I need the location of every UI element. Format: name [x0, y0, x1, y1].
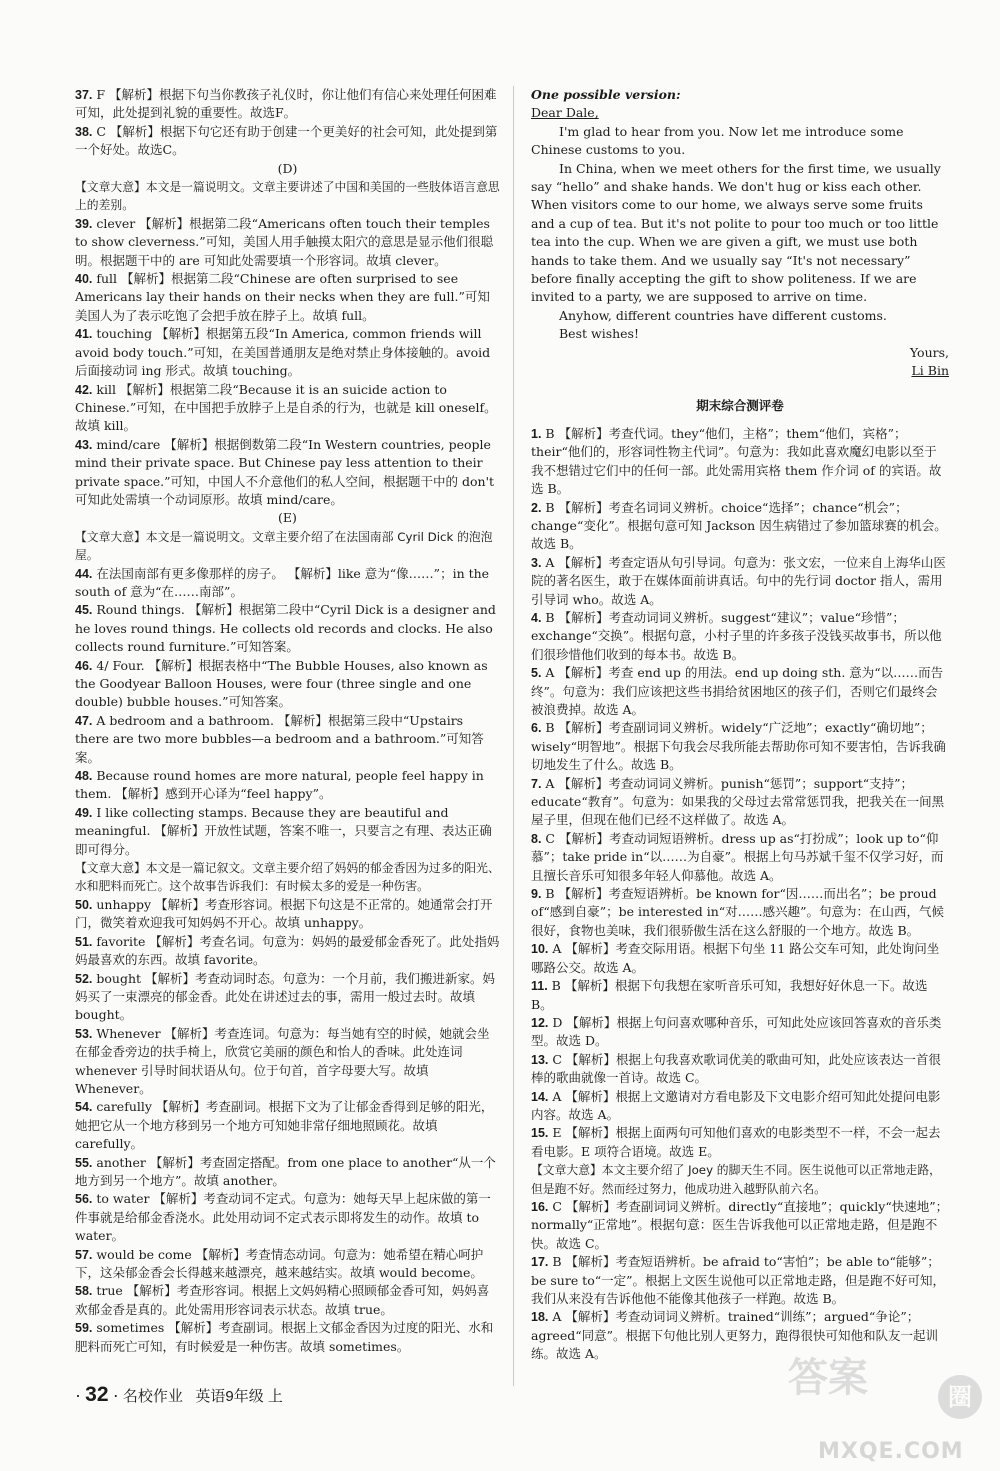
essay-label: One possible version: [531, 87, 681, 102]
watermark-logo-text: 答案 [788, 1355, 868, 1401]
answer-text: A 【解析】考查动词词义辨析。punish“惩罚”；support“支持”；educate“教育”。句意为：如果我的父母过去常常惩罚我，把我关在一间黑屋子里，但现在他们已经不这样做了。故选 A。 [531, 775, 945, 828]
answer-text: B 【解析】考查名词词义辨析。choice“选择”；chance“机会”；change“变化”。根据句意可知 Jackson 因生病错过了参加篮球赛的机会。故选 B。 [531, 499, 947, 552]
answer-item [75, 657, 500, 712]
page-footer [75, 1383, 283, 1406]
answer-list [75, 86, 500, 160]
answer-text: B 【解析】考查动词词义辨析。suggest“建议”；value“珍惜”；exchange“交换”。根据句意，小村子里的许多孩子没钱买故事书，所以他们很珍惜他们收到的每本书。故选 B。 [531, 609, 942, 662]
model-essay [531, 86, 949, 381]
answer-item [531, 830, 949, 885]
answer-text: mind/care 【解析】根据倒数第二段“In Western countries, people mind their private space. But Chinese pay less attention to their private space.”可知，中国人不介意他们的私人空间，根据题干中的 don't 可知此处需填一个动词原形。故填 mind/care。 [75, 436, 495, 507]
question-number: 38. [75, 124, 93, 139]
question-number: 13. [531, 1052, 549, 1067]
answer-text: C 【解析】根据上句我喜欢歌词优美的歌曲可知，此处应该表达一首很棒的歌曲就像一首诗。故选 C。 [531, 1051, 941, 1086]
answer-item [75, 123, 500, 160]
question-number: 45. [75, 603, 93, 618]
answer-item [75, 804, 500, 859]
watermark-seal-icon: 圈 [938, 1375, 982, 1419]
article-summary-e: 【文章大意】本文是一篇说明文。文章主要介绍了在法国南部 Cyril Dick 的泡泡屋。 [75, 529, 493, 563]
article-summary-d: 【文章大意】本文是一篇说明文。文章主要讲述了中国和美国的一些肢体语言意思上的差别。 [75, 180, 500, 213]
question-number: 54. [75, 1100, 93, 1115]
answer-text: I like collecting stamps. Because they are beautiful and meaningful. 【解析】开放性试题，答案不唯一，只要言之有理、表达正确即可得分。 [75, 804, 492, 857]
answer-list [531, 425, 949, 1161]
question-number: 6. [531, 721, 542, 736]
answer-item [531, 1124, 949, 1161]
answer-text: Round things. 【解析】根据第二段中“Cyril Dick is a designer and he loves round things. He collects old records and clocks. He also collects round furniture.”可知答案。 [75, 602, 496, 655]
question-number: 41. [75, 327, 93, 342]
column-divider [513, 86, 514, 1386]
answer-item [531, 425, 949, 499]
answer-text: B 【解析】根据下句我想在家听音乐可知，我想好好休息一下。故选 B。 [531, 978, 928, 1012]
book-title: 名校作业 [122, 1388, 183, 1405]
question-number: 59. [75, 1321, 93, 1336]
question-number: 48. [75, 769, 93, 784]
answer-text: Whenever 【解析】考查连词。句意为：每当她有空的时候，她就会坐在郁金香旁边的扶手椅上，欣赏它美丽的颜色和怡人的香味。此处连词 whenever 引导时间状语从句。位于句首，首字母要大写。故填 Whenever。 [75, 1025, 490, 1096]
answer-text: 在法国南部有更多像那样的房子。 【解析】like 意为“像……”；in the south of 意为“在……南部”。 [75, 565, 490, 599]
answer-item [75, 1282, 500, 1319]
question-number: 9. [531, 887, 542, 902]
answer-item [75, 933, 500, 970]
answer-item [531, 719, 949, 774]
answer-item [75, 1025, 500, 1099]
question-number: 55. [75, 1155, 93, 1170]
answer-text: A 【解析】考查动词词义辨析。trained“训练”；argued“争论”；agreed“同意”。根据下句他比别人更努力，跑得很快可知他和队友一起训练。故选 A。 [531, 1309, 939, 1362]
question-number: 46. [75, 658, 93, 673]
right-column [531, 86, 949, 1364]
question-number: 51. [75, 934, 93, 949]
essay-paragraph: In China, when we meet others for the first time, we usually say “hello” and shake hands. We don't hug or kiss each other. When visitors come to our home, we always serve some fruits and a cup of tea. But it's not polite to pour too much or too little tea into the cup. When we are given a gift, we must use both hands to take them. And we usually say “It's not necessary” before finally accepting the gift to show politeness. If we are invited to a party, we are supposed to arrive on time. [531, 160, 941, 305]
question-number: 37. [75, 88, 93, 102]
question-number: 57. [75, 1247, 93, 1262]
answer-text: favorite 【解析】考查名词。句意为：妈妈的最爱郁金香死了。此处指妈妈最喜欢的东西。故填 favorite。 [75, 933, 500, 968]
answer-item [75, 1098, 500, 1153]
question-number: 5. [531, 666, 542, 681]
answer-text: C 【解析】考查副词词义辨析。directly“直接地”；quickly“快速地”；normally“正常地”。根据句意：医生告诉我他可以正常地走路，但是跑不快。故选 C。 [531, 1198, 949, 1251]
question-number: 11. [531, 979, 548, 994]
answer-text: kill 【解析】根据第二段“Because it is an suicide action to Chinese.”可知，在中国把手放脖子上是自杀的行为，也就是 kill oneself。故填 kill。 [75, 381, 497, 434]
answer-item [531, 1198, 949, 1253]
essay-closing: Yours, [909, 344, 949, 360]
essay-greeting: Dear Dale, [531, 105, 599, 121]
book-subject: 英语9年级 [195, 1388, 264, 1405]
answer-item [75, 565, 500, 602]
answer-item [75, 86, 500, 123]
section-label-e: (E) [278, 510, 297, 526]
answer-text: E 【解析】根据上面两句可知他们喜欢的电影类型不一样，不会一起去看电影。E 项符合语境。故选 E。 [531, 1125, 941, 1159]
answer-text: A bedroom and a bathroom. 【解析】根据第三段中“Upstairs there are two more bubbles—a bedroom and a bathroom.”可知答案。 [75, 712, 484, 765]
bullet-icon: · [112, 1385, 119, 1405]
answer-list [75, 896, 500, 1356]
answer-item [531, 609, 949, 664]
answer-item [531, 664, 949, 719]
essay-signature: Li Bin [911, 363, 949, 379]
answer-text: Because round homes are more natural, people feel happy in them. 【解析】感到开心译为“feel happy”。 [75, 768, 484, 802]
answer-item [531, 977, 949, 1014]
answer-item [531, 1014, 949, 1051]
article-summary: 【文章大意】本文主要介绍了 Joey 的脚天生不同。医生说他可以正常地走路，但是跑不好。然而经过努力，他成功进入越野队前六名。 [531, 1163, 941, 1196]
answer-item [75, 270, 500, 325]
question-number: 52. [75, 971, 93, 986]
question-number: 49. [75, 805, 93, 820]
answer-item [531, 1253, 949, 1308]
essay-paragraph: I'm glad to hear from you. Now let me introduce some Chinese customs to you. [531, 123, 904, 158]
answer-text: B 【解析】考查短语辨析。be afraid to“害怕”；be able to“能够”；be sure to“一定”。根据上文医生说他可以正常地走路，但是跑不好可知，我们从来没有告诉他他不能像其他孩子一样跑。故选 B。 [531, 1254, 946, 1306]
answer-text: B 【解析】考查副词词义辨析。widely“广泛地”；exactly“确切地”；wisely“明智地”。根据下句我会尽我所能去帮助你可知不要害怕，告诉我确切地发生了什么。故选 B。 [531, 720, 946, 773]
answer-text: true 【解析】考查形容词。根据上文妈妈精心照顾郁金香可知，妈妈喜欢郁金香是真的。此处需用形容词表示状态。故填 true。 [75, 1283, 490, 1317]
essay-paragraph: Best wishes! [559, 326, 639, 342]
answer-item [75, 712, 500, 767]
answer-list [75, 215, 500, 510]
book-volume: 上 [267, 1388, 283, 1405]
answer-text: B 【解析】考查代词。they“他们，主格”；them“他们，宾格”；their“他们的，形容词性物主代词”。句意为：我如此喜欢魔幻电影以至于我不想错过它们中的任何一部。此处需用宾格 them 作介词 of 的宾语。故选 B。 [531, 425, 942, 497]
answer-item [531, 1088, 949, 1125]
question-number: 58. [75, 1284, 93, 1299]
question-number: 56. [75, 1192, 93, 1207]
answer-item [75, 381, 500, 436]
answer-text: F 【解析】根据下句当你教孩子礼仪时，你让他们有信心来处理任何困难可知，此处提到礼貌的重要性。故选F。 [75, 87, 497, 121]
question-number: 10. [531, 942, 549, 957]
question-number: 39. [75, 216, 93, 231]
question-number: 53. [75, 1026, 93, 1041]
question-number: 43. [75, 437, 93, 452]
question-number: 1. [531, 426, 542, 441]
answer-item [75, 1319, 500, 1356]
answer-text: touching 【解析】根据第五段“In America, common friends will avoid body touch.”可知，在美国普通朋友是绝对禁止身体接触的。avoid 后面接动词 ing 形式。故填 touching。 [75, 326, 491, 379]
question-number: 15. [531, 1126, 549, 1141]
answer-text: 4/ Four. 【解析】根据表格中“The Bubble Houses, also known as the Goodyear Balloon Houses, were four (three single and one double) bubble houses.”可知答案。 [75, 657, 488, 710]
answer-item [75, 767, 500, 804]
question-number: 2. [531, 500, 542, 515]
answer-item [75, 436, 500, 510]
answer-text: A 【解析】根据上文邀请对方看电影及下文电影介绍可知此处提问电影内容。故选 A。 [531, 1088, 941, 1122]
question-number: 4. [531, 610, 542, 625]
answer-item [75, 215, 500, 270]
answer-text: bought 【解析】考查动词时态。句意为：一个月前，我们搬进新家。妈妈买了一束漂亮的郁金香。此处在讲述过去的事，需用一般过去时。故填 bought。 [75, 970, 496, 1023]
question-number: 17. [531, 1255, 549, 1270]
watermark-url: MXQE.COM [818, 1438, 964, 1464]
page-number: 32 [85, 1383, 109, 1406]
answer-text: sometimes 【解析】考查副词。根据上文郁金香因为过度的阳光、水和肥料而死亡可知，有时候爱是一种伤害。故填 sometimes。 [75, 1320, 494, 1354]
question-number: 14. [531, 1089, 549, 1104]
question-number: 42. [75, 382, 93, 397]
answer-text: A 【解析】考查定语从句引导词。句意为：张文宏，一位来自上海华山医院的著名医生，敢于在媒体面前讲真话。句中的先行词 doctor 指人，需用引导词 who。故选 A。 [531, 554, 946, 607]
answer-item [75, 1190, 500, 1245]
question-number: 3. [531, 555, 542, 570]
left-column [75, 86, 500, 1356]
answer-item [75, 1154, 500, 1191]
answer-text: to water 【解析】考查动词不定式。句意为：她每天早上起床做的第一件事就是给郁金香浇水。此处用动词不定式表示即将发生的动作。故填 to water。 [75, 1191, 491, 1244]
answer-text: C 【解析】根据下句它还有助于创建一个更美好的社会可知，此处提到第一个好处。故选C。 [75, 123, 498, 158]
answer-item [75, 1246, 500, 1283]
answer-list [75, 565, 500, 860]
question-number: 12. [531, 1015, 549, 1030]
question-number: 16. [531, 1199, 549, 1214]
question-number: 7. [531, 776, 542, 791]
section-label-d: (D) [277, 160, 298, 176]
answer-item [531, 554, 949, 609]
question-number: 44. [75, 566, 93, 581]
answer-text: D 【解析】根据上句问喜欢哪种音乐，可知此处应该回答喜欢的音乐类型。故选 D。 [531, 1014, 942, 1049]
article-summary-f: 【文章大意】本文是一篇记叙文。文章主要介绍了妈妈的郁金香因为过多的阳光、水和肥料而死亡。这个故事告诉我们：有时候太多的爱是一种伤害。 [75, 861, 500, 894]
answer-item [75, 325, 500, 380]
question-number: 40. [75, 272, 93, 287]
question-number: 47. [75, 713, 93, 728]
answer-text: clever 【解析】根据第二段“Americans often touch their temples to show cleverness.”可知，美国人用手触摸太阳穴的意思是显示他们很聪明。根据题干中的 are 可知此处需要填一个形容词。故填 clever。 [75, 215, 494, 268]
exam-title: 期末综合测评卷 [696, 397, 784, 413]
answer-item [75, 970, 500, 1025]
answer-text: C 【解析】考查动词短语辨析。dress up as“打扮成”；look up to“仰慕”；take pride in“以……为自豪”。根据上句马苏斌千玺不仅学习好，而且擅长音乐可知很多年轻人仰慕他。故选 A。 [531, 830, 944, 883]
answer-item [75, 896, 500, 933]
answer-text: would be come 【解析】考查情态动词。句意为：她希望在精心呵护下，这朵郁金香会长得越来越漂亮，越来越结实。故填 would become。 [75, 1246, 484, 1280]
answer-text: another 【解析】考查固定搭配。from one place to another“从一个地方到另一个地方”。故填 another。 [75, 1154, 496, 1188]
answer-text: A 【解析】考查 end up 的用法。end up doing sth. 意为“以……而告终”。句意为：我们应该把这些书捐给贫困地区的孩子们，否则它们最终会被浪费掉。故选 A。 [531, 665, 944, 717]
bullet-icon: · [75, 1385, 81, 1405]
question-number: 18. [531, 1310, 549, 1325]
question-number: 50. [75, 897, 93, 912]
answer-text: A 【解析】考查交际用语。根据下句坐 11 路公交车可知，此处询问坐哪路公交。故选 A。 [531, 941, 940, 975]
answer-item [531, 1051, 949, 1088]
site-watermark [788, 1355, 988, 1464]
answer-item [531, 499, 949, 554]
answer-item [531, 885, 949, 940]
answer-text: B 【解析】考查短语辨析。be known for“因……而出名”；be proud of“感到自豪”；be interested in“对……感兴趣”。句意为：在山西，气候很好，食物也美味，我们很骄傲生活在这么舒服的一个地方。故选 B。 [531, 886, 945, 938]
question-number: 8. [531, 831, 542, 846]
answer-text: unhappy 【解析】考查形容词。根据下句这是不正常的。她通常会打开门，微笑着欢迎我可知妈妈不开心。故填 unhappy。 [75, 896, 493, 931]
answer-item [75, 601, 500, 656]
answer-text: full 【解析】根据第二段“Chinese are often surprised to see Americans lay their hands on their necks when they are full.”可知美国人为了表示吃饱了会把手放在脖子上。故填 full。 [75, 271, 490, 323]
answer-item [531, 1308, 949, 1363]
answer-list [531, 1198, 949, 1364]
essay-paragraph: Anyhow, different countries have different customs. [559, 307, 887, 323]
answer-text: carefully 【解析】考查副词。根据下文为了让郁金香得到足够的阳光，她把它从一个地方移到另一个地方可知她非常仔细地照顾花。故填 carefully。 [75, 1099, 494, 1152]
answer-item [531, 940, 949, 977]
answer-item [531, 775, 949, 830]
